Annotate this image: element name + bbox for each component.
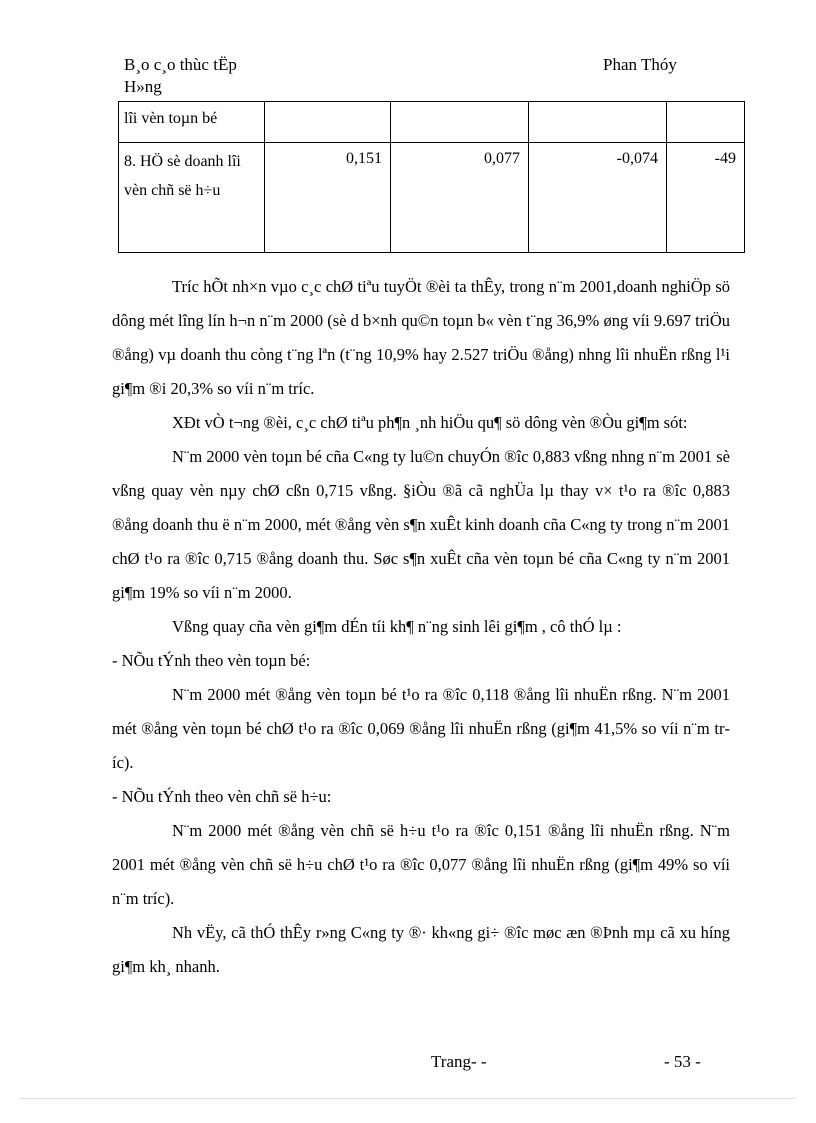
page-divider xyxy=(20,1098,796,1099)
table-cell-label: lîi vèn toµn bé xyxy=(119,102,265,143)
table-cell-value xyxy=(667,102,745,143)
report-title-line2: H»ng xyxy=(124,77,162,96)
indicator-table xyxy=(118,101,745,253)
list-item: - NÕu tÝnh theo vèn toµn bé: xyxy=(112,651,311,670)
table-cell-value: 0,077 xyxy=(391,143,529,253)
paragraph: N¨m 2000 mét ®ång vèn chñ së h÷u t¹o ra ®îc 0,151 ®ång lîi nhuËn rßng. N¨m 2001 mét ®ång vèn chñ së h÷u chØ t¹o ra ®îc 0,077 ®ång lîi nhuËn rßng (gi¶m 49% so víi n¨m tríc). xyxy=(112,821,730,908)
paragraph: Tríc hÕt nh×n vµo c¸c chØ tiªu tuyÖt ®èi ta thÊy, trong n¨m 2001,doanh nghiÖp sö dông mét lîng lín h¬n n¨m 2000 (sè d b×nh qu©n toµn b« vèn t¨ng 36,9% øng víi 9.697 triÖu ®ång) vµ doanh thu còng t¨ng lªn (t¨ng 10,9% hay 2.527 triÖu ®ång) nhng lîi nhuËn rßng l¹i gi¶m ®i 20,3% so víi n¨m tríc. xyxy=(112,277,730,398)
table-cell-value: 0,151 xyxy=(265,143,391,253)
table-cell-value: -0,074 xyxy=(529,143,667,253)
table-cell-value xyxy=(529,102,667,143)
paragraph: Vßng quay cña vèn gi¶m dÉn tíi kh¶ n¨ng sinh lêi gi¶m , cô thÓ lµ : xyxy=(172,617,622,636)
paragraph: N¨m 2000 vèn toµn bé cña C«ng ty lu©n chuyÓn ®îc 0,883 vßng nhng n¨m 2001 sè vßng quay vèn nµy chØ cßn 0,715 vßng. §iÒu ®ã cã nghÜa lµ thay v× t¹o ra ®îc 0,883 ®ång doanh thu ë n¨m 2000, mét ®ång vèn s¶n xuÊt kinh doanh cña C«ng ty trong n¨m 2001 chØ t¹o ra ®îc 0,715 ®ång doanh thu. Søc s¶n xuÊt cña vèn toµn bé cña C«ng ty n¨m 2001 gi¶m 19% so víi n¨m 2000. xyxy=(112,447,730,602)
table-cell-value xyxy=(265,102,391,143)
table-cell-label: 8. HÖ sè doanh lîi vèn chñ së h÷u xyxy=(119,143,265,253)
table-row xyxy=(119,102,745,143)
body-text xyxy=(112,270,730,984)
paragraph: XÐt vÒ t¬ng ®èi, c¸c chØ tiªu ph¶n ¸nh hiÖu qu¶ sö dông vèn ®Òu gi¶m sót: xyxy=(172,413,688,432)
page-number: - 53 - xyxy=(664,1052,701,1071)
table-cell-value: -49 xyxy=(667,143,745,253)
report-title-line1: B¸o c¸o thùc tËp xyxy=(124,55,237,74)
footer-label: Trang- - xyxy=(431,1052,487,1071)
paragraph: N¨m 2000 mét ®ång vèn toµn bé t¹o ra ®îc 0,118 ®ång lîi nhuËn rßng. N¨m 2001 mét ®ång vèn toµn bé chØ t¹o ra ®îc 0,069 ®ång lîi nhuËn rßng (gi¶m 41,5% so víi n¨m tríc). xyxy=(112,685,730,772)
report-title xyxy=(124,54,237,98)
table-row xyxy=(119,143,745,253)
table-cell-value xyxy=(391,102,529,143)
author-name: Phan Thóy xyxy=(603,55,677,74)
paragraph: Nh vËy, cã thÓ thÊy r»ng C«ng ty ®· kh«ng gi÷ ®îc møc æn ®Þnh mµ cã xu híng gi¶m kh¸ nhanh. xyxy=(112,923,730,976)
list-item: - NÕu tÝnh theo vèn chñ së h÷u: xyxy=(112,787,332,806)
